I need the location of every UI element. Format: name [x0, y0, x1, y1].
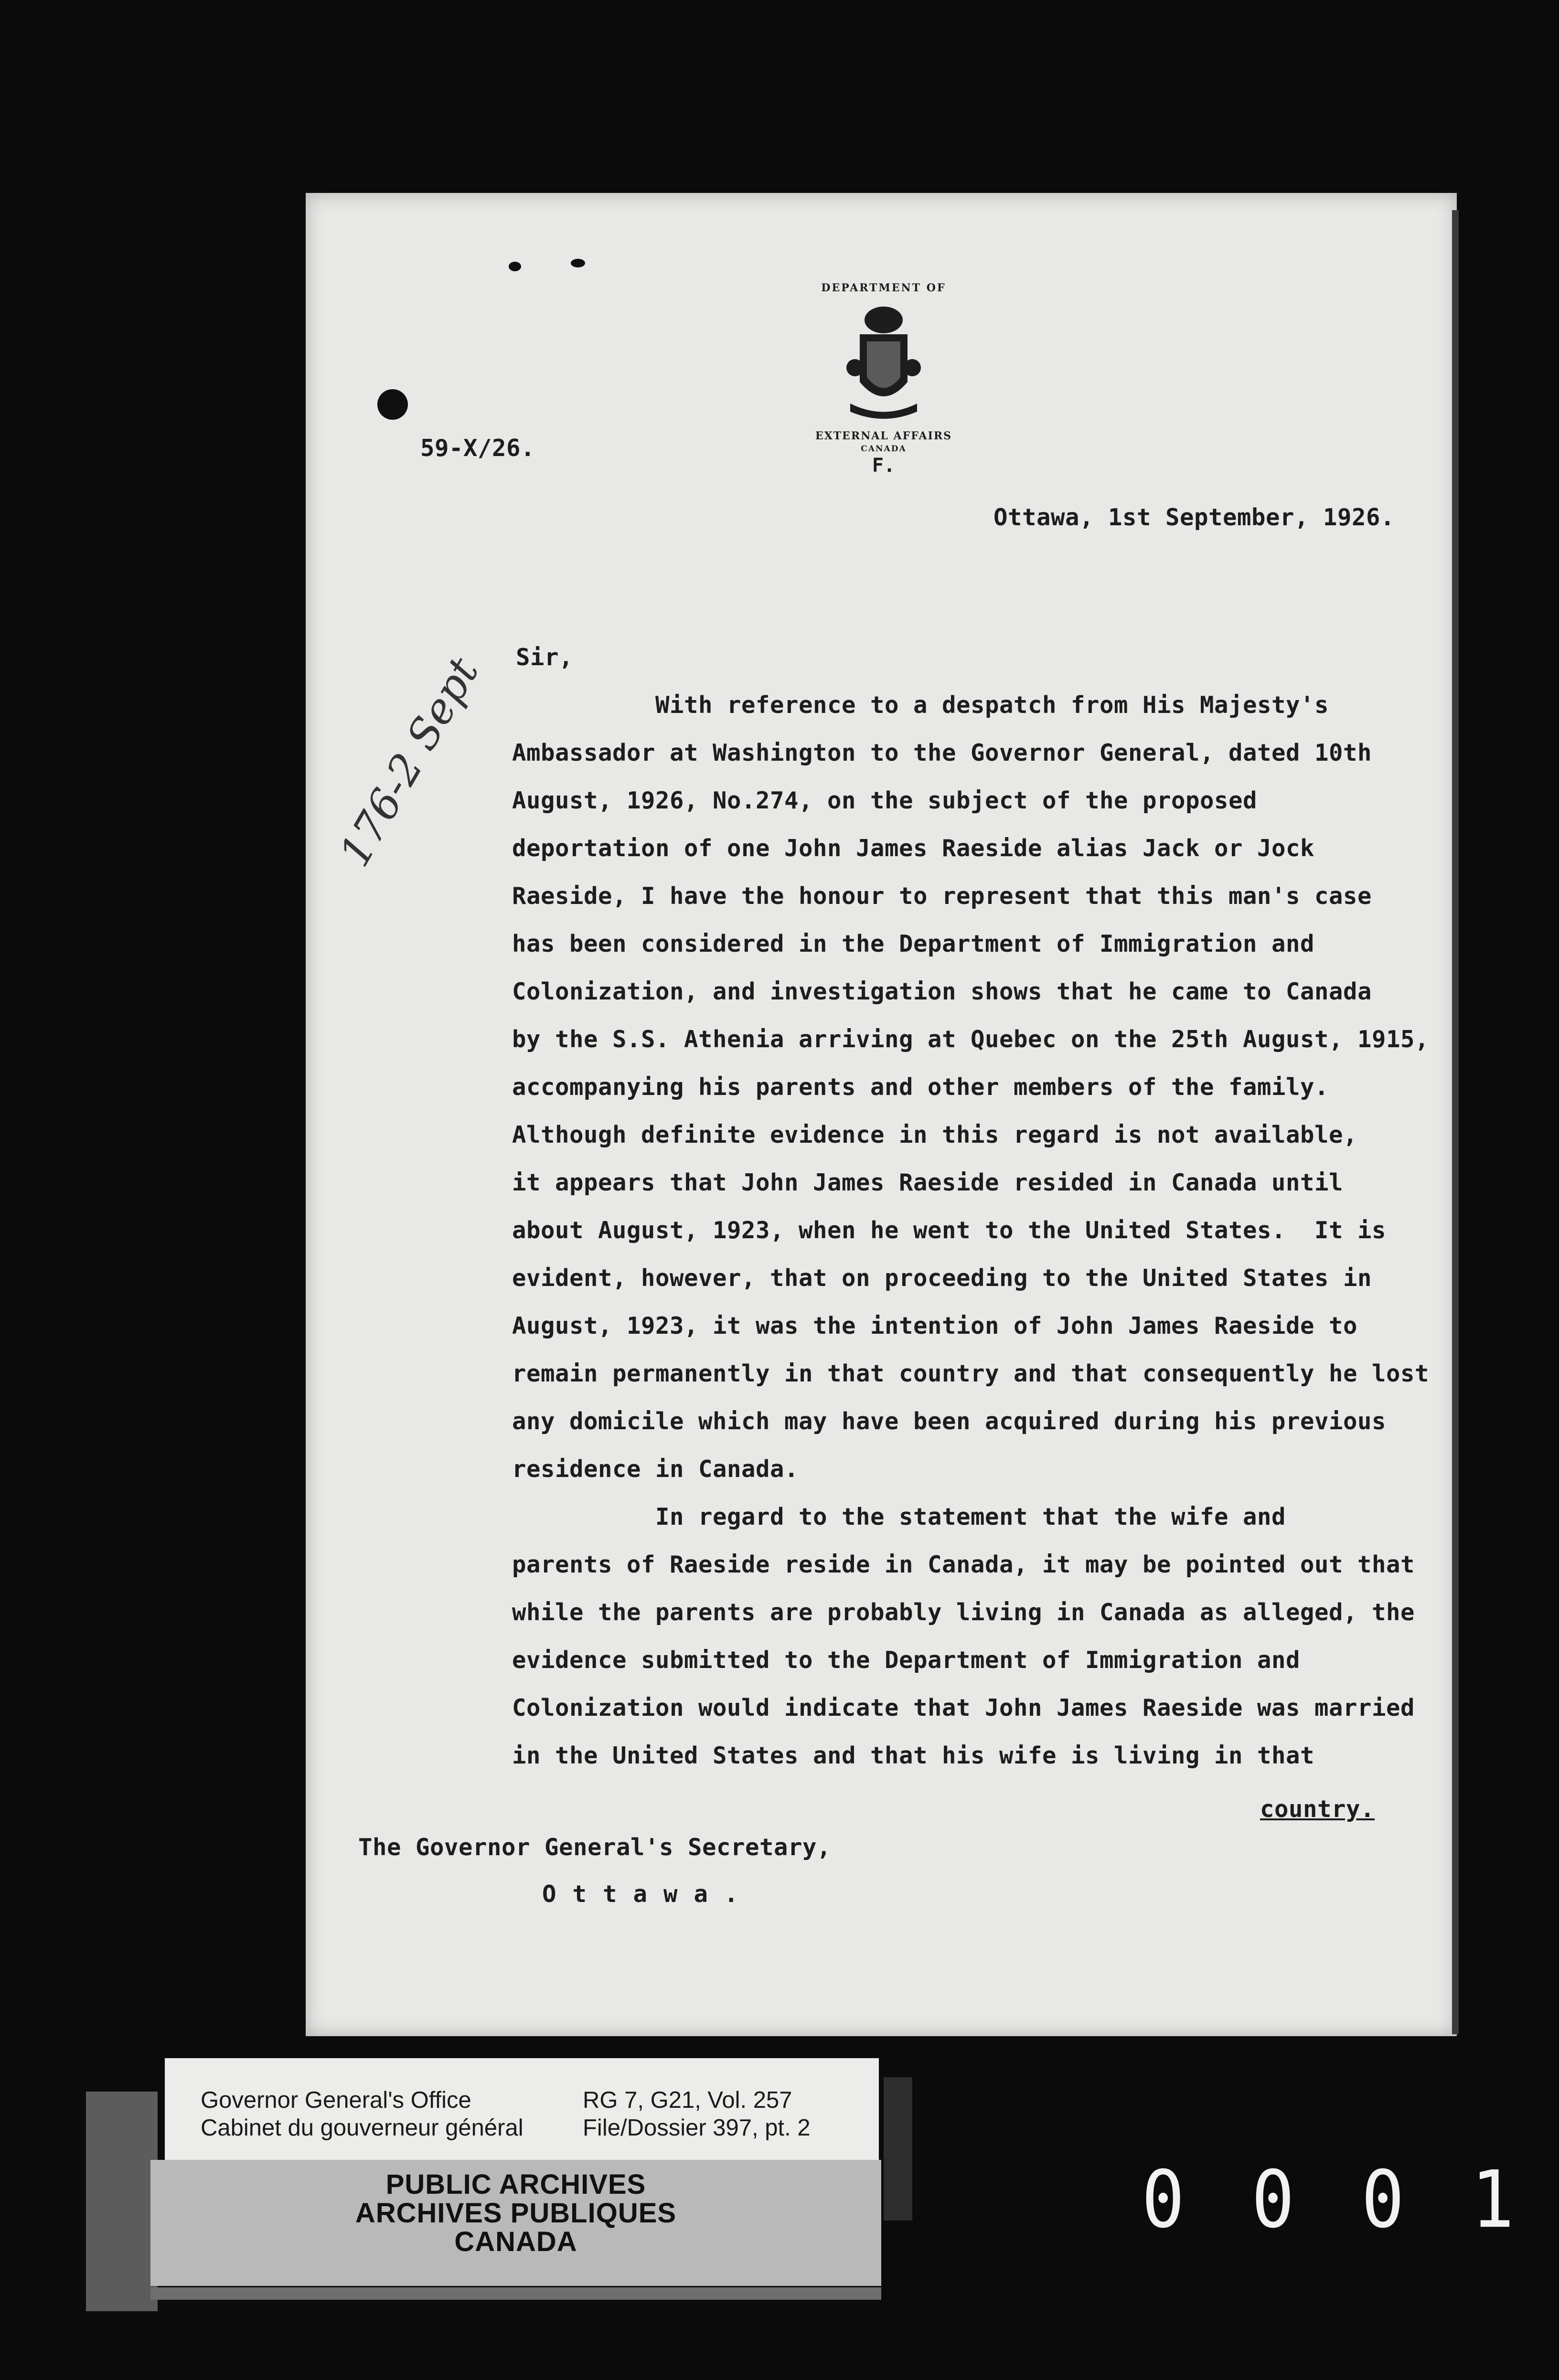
letterhead-mark: F.: [872, 455, 896, 477]
body-line: With reference to a despatch from His Majesty's: [512, 691, 1329, 719]
label-shadow: [86, 2092, 158, 2311]
label-strip: [150, 2287, 881, 2300]
letter-date: Ottawa, 1st September, 1926.: [993, 504, 1395, 531]
body-line: about August, 1923, when he went to the United States. It is: [512, 1217, 1387, 1244]
body-line: Colonization, and investigation shows that he came to Canada: [512, 978, 1372, 1005]
letterhead-department: DEPARTMENT OF: [821, 282, 946, 294]
punch-hole: [377, 389, 408, 420]
addressee: The Governor General's Secretary,: [358, 1834, 832, 1861]
stamp-line: PUBLIC ARCHIVES: [385, 2169, 646, 2200]
letterhead-office: EXTERNAL AFFAIRS: [815, 430, 952, 442]
stamp-line: ARCHIVES PUBLIQUES: [355, 2198, 677, 2229]
archive-reference-label: [165, 2058, 879, 2161]
body-line: by the S.S. Athenia arriving at Quebec on the 25th August, 1915,: [512, 1026, 1430, 1053]
handwritten-note: 176-2 Sept: [330, 649, 489, 875]
body-line: evident, however, that on proceeding to the United States in: [512, 1264, 1372, 1292]
salutation: Sir,: [516, 644, 574, 671]
body-line: evidence submitted to the Department of Immigration and: [512, 1647, 1301, 1674]
body-line: Ambassador at Washington to the Governor General, dated 10th: [512, 739, 1372, 766]
label-shadow: [884, 2077, 912, 2221]
frame-digit: 0: [1361, 2154, 1405, 2246]
ink-mark: [509, 262, 521, 271]
frame-digit: 0: [1251, 2154, 1295, 2246]
body-line: August, 1926, No.274, on the subject of the proposed: [512, 787, 1258, 814]
file-reference: 59-X/26.: [420, 435, 535, 462]
ink-mark: [571, 259, 585, 267]
stamp-line: CANADA: [454, 2226, 577, 2257]
page-edge-shadow: [1452, 210, 1459, 2034]
body-line: in the United States and that his wife is living in that: [512, 1742, 1315, 1769]
archive-reference: RG 7, G21, Vol. 257: [583, 2087, 792, 2113]
body-line: any domicile which may have been acquired during his previous: [512, 1408, 1387, 1435]
letterhead-crest: [793, 282, 974, 482]
coat-of-arms-icon: [845, 301, 922, 425]
body-line: it appears that John James Raeside resided in Canada until: [512, 1169, 1344, 1196]
frame-digit: 1: [1471, 2154, 1515, 2246]
body-line: parents of Raeside reside in Canada, it may be pointed out that: [512, 1551, 1415, 1578]
closing-word: country.: [1260, 1796, 1375, 1823]
body-line: deportation of one John James Raeside alias Jack or Jock: [512, 835, 1315, 862]
body-line: Raeside, I have the honour to represent that this man's case: [512, 882, 1372, 910]
file-number: File/Dossier 397, pt. 2: [583, 2115, 811, 2141]
body-line: Although definite evidence in this regard is not available,: [512, 1121, 1358, 1148]
letterhead-country: CANADA: [861, 444, 907, 454]
addressee-city: Ottawa.: [542, 1881, 755, 1908]
frame-digit: 0: [1142, 2154, 1185, 2246]
body-line: In regard to the statement that the wife and: [512, 1503, 1286, 1530]
office-english: Governor General's Office: [201, 2087, 471, 2113]
body-line: Colonization would indicate that John James Raeside was married: [512, 1694, 1415, 1721]
body-line: residence in Canada.: [512, 1456, 799, 1483]
archives-stamp: [150, 2160, 881, 2286]
body-line: August, 1923, it was the intention of John James Raeside to: [512, 1312, 1358, 1339]
body-line: accompanying his parents and other members of the family.: [512, 1073, 1329, 1101]
body-line: remain permanently in that country and that consequently he lost: [512, 1360, 1430, 1387]
office-french: Cabinet du gouverneur général: [201, 2115, 523, 2141]
body-line: while the parents are probably living in Canada as alleged, the: [512, 1599, 1415, 1626]
body-line: has been considered in the Department of Immigration and: [512, 930, 1315, 957]
